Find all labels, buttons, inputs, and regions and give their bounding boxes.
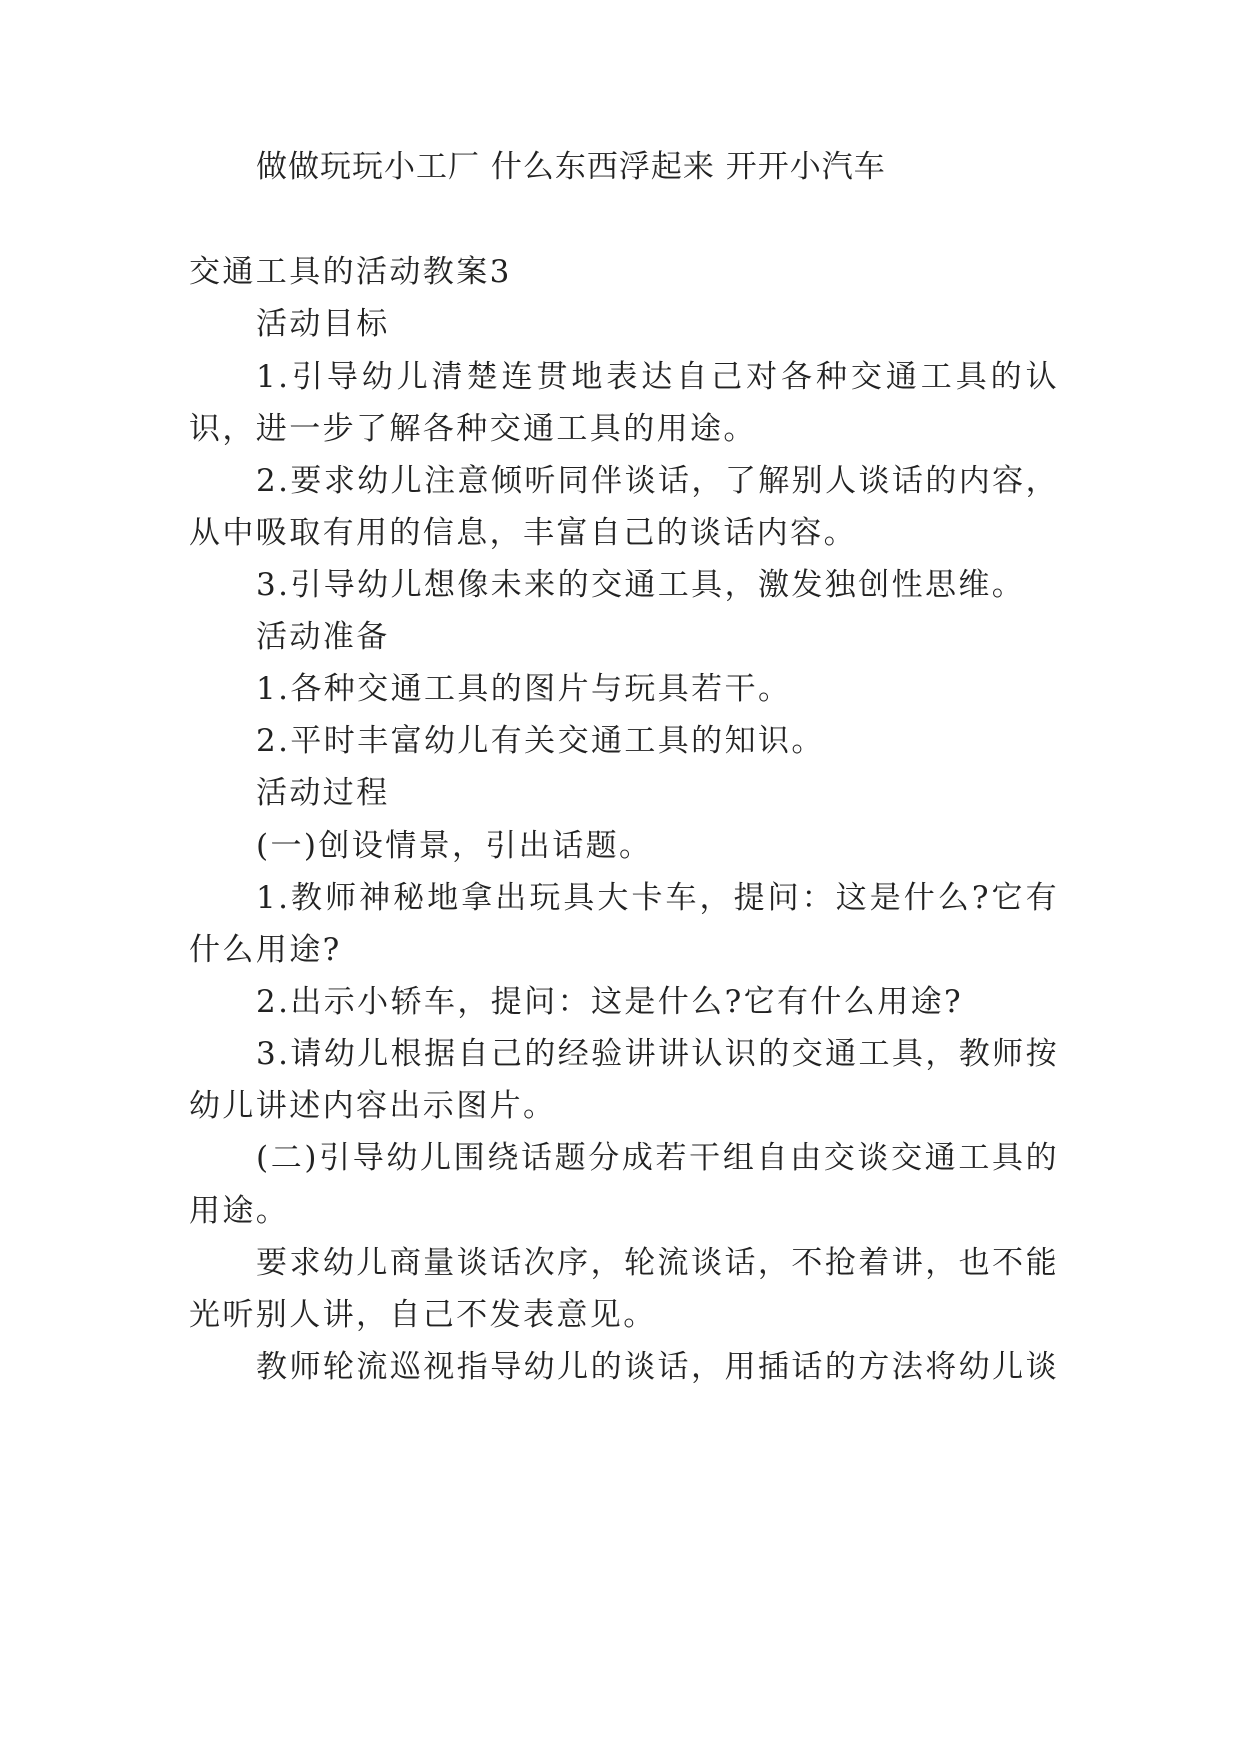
heading-activity-process: 活动过程: [256, 775, 390, 811]
paragraph-line: 从中吸取有用的信息，丰富自己的谈话内容。: [189, 515, 857, 551]
paragraph-line: 教师轮流巡视指导幼儿的谈话，用插话的方法将幼儿谈: [256, 1349, 1059, 1385]
paragraph-line: 什么用途?: [189, 932, 342, 968]
paragraph-line: 2.出示小轿车，提问：这是什么?它有什么用途?: [256, 984, 964, 1020]
heading-activity-prep: 活动准备: [256, 619, 390, 655]
paragraph-line: 1.教师神秘地拿出玩具大卡车，提问：这是什么?它有: [256, 880, 1059, 916]
paragraph-line: 1.引导幼儿清楚连贯地表达自己对各种交通工具的认: [256, 359, 1059, 395]
paragraph-line: (一)创设情景，引出话题。: [256, 828, 653, 864]
paragraph-line: 2.平时丰富幼儿有关交通工具的知识。: [256, 723, 825, 759]
paragraph-line: 光听别人讲，自己不发表意见。: [189, 1297, 657, 1333]
paragraph-line: 1.各种交通工具的图片与玩具若干。: [256, 671, 792, 707]
paragraph-line: 3.引导幼儿想像未来的交通工具，激发独创性思维。: [256, 567, 1026, 603]
paragraph-line: 2.要求幼儿注意倾听同伴谈话，了解别人谈话的内容，: [256, 463, 1059, 499]
paragraph-line: 幼儿讲述内容出示图片。: [189, 1088, 557, 1124]
paragraph-line: (二)引导幼儿围绕话题分成若干组自由交谈交通工具的: [256, 1140, 1059, 1176]
paragraph-line: 用途。: [189, 1193, 290, 1229]
heading-activity-goals: 活动目标: [256, 306, 390, 342]
paragraph-line: 3.请幼儿根据自己的经验讲讲认识的交通工具，教师按: [256, 1036, 1059, 1072]
top-line: 做做玩玩小工厂 什么东西浮起来 开开小汽车: [256, 149, 886, 185]
paragraph-line: 识，进一步了解各种交通工具的用途。: [189, 411, 757, 447]
section-title: 交通工具的活动教案3: [189, 254, 512, 290]
paragraph-line: 要求幼儿商量谈话次序，轮流谈话，不抢着讲，也不能: [256, 1245, 1059, 1281]
